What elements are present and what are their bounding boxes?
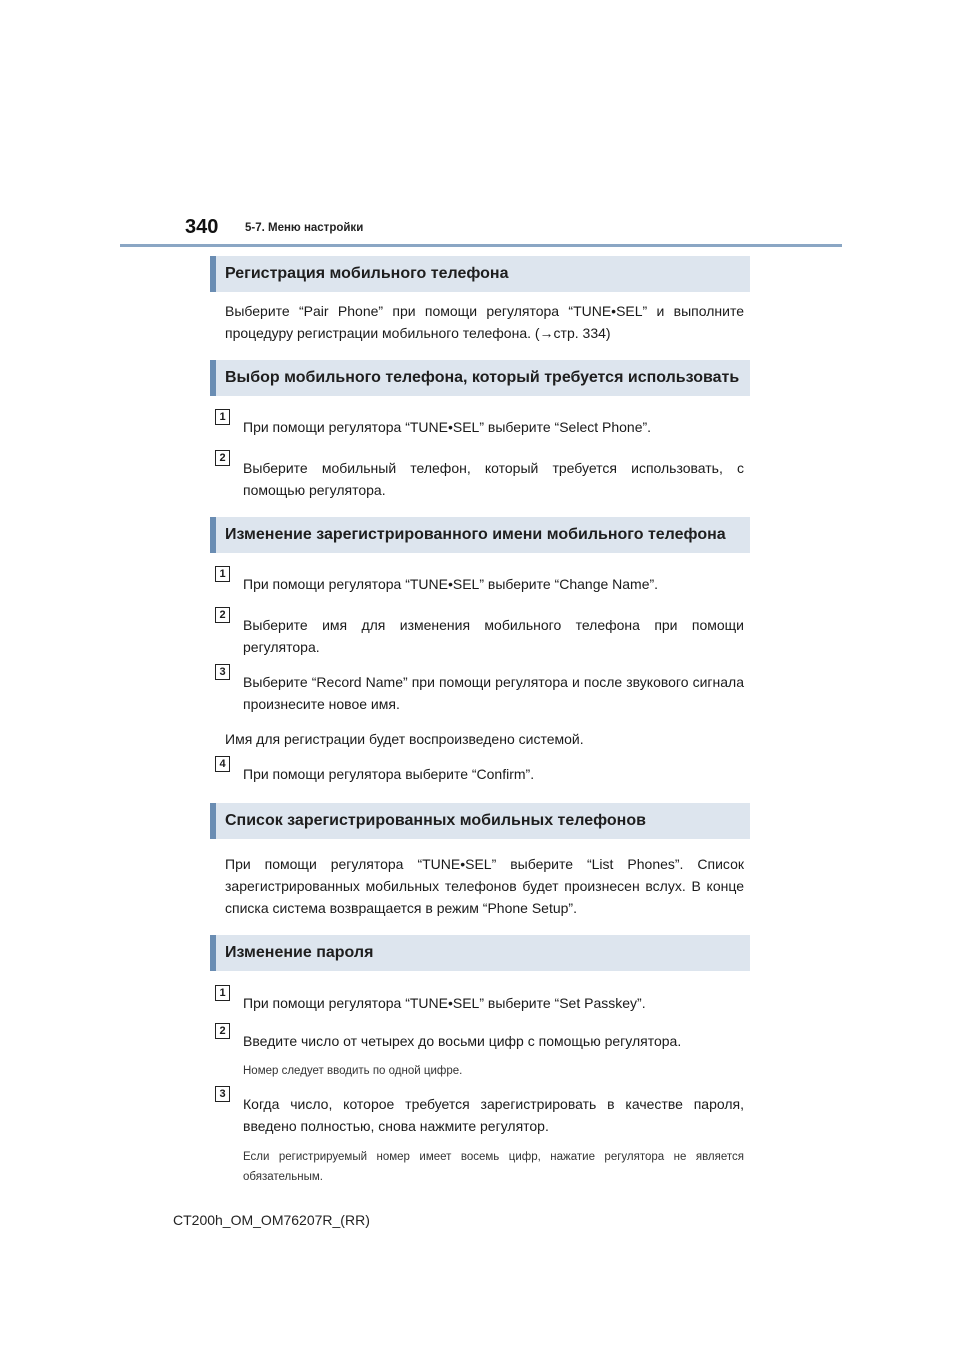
- step-text: Выберите “Record Name” при помощи регулятора и после звукового сигнала произнесите новое имя.: [243, 674, 744, 712]
- step-text: Выберите мобильный телефон, который требуется использовать, с помощью регулятора.: [243, 460, 744, 498]
- section-heading-change-name: Изменение зарегистрированного имени мобильного телефона: [210, 517, 750, 553]
- section-heading-list-phones: Список зарегистрированных мобильных телефонов: [210, 803, 750, 839]
- step-number: 3: [215, 1086, 230, 1102]
- section-heading-pair-phone: Регистрация мобильного телефона: [210, 256, 750, 292]
- step-number: 1: [215, 566, 230, 582]
- step-text: При помощи регулятора “TUNE•SEL” выберите “Change Name”.: [243, 576, 659, 592]
- step-text: Когда число, которое требуется зарегистрировать в качестве пароля, введено полностью, снова нажмите регулятор.: [243, 1096, 744, 1134]
- step-text: Введите число от четырех до восьми цифр с помощью регулятора.: [243, 1033, 682, 1049]
- step-item: [210, 609, 750, 658]
- step-item: [210, 666, 750, 715]
- note-eight-digits: Если регистрируемый номер имеет восемь цифр, нажатие регулятора не является обязательным.: [243, 1151, 744, 1183]
- step-number: 1: [215, 985, 230, 1001]
- note-one-digit: Номер следует вводить по одной цифре.: [243, 1065, 463, 1077]
- step-item: [210, 568, 750, 595]
- step-number: 1: [215, 409, 230, 425]
- step-number: 3: [215, 664, 230, 680]
- step-number: 2: [215, 450, 230, 466]
- step-item: [210, 452, 750, 501]
- step-item: [210, 758, 750, 785]
- section-label: 5-7. Меню настройки: [245, 222, 364, 234]
- paragraph-list-phones: При помощи регулятора “TUNE•SEL” выберите “List Phones”. Список зарегистрированных мобильных телефонов будет произнесен вслух. В конце списка система возвращается в режим “Phone Setup”.: [225, 856, 744, 916]
- step-item: [210, 987, 750, 1014]
- step-item: [210, 1088, 750, 1137]
- step-text: При помощи регулятора “TUNE•SEL” выберите “Set Passkey”.: [243, 995, 646, 1011]
- header-rule: [120, 244, 842, 247]
- step-text: При помощи регулятора выберите “Confirm”.: [243, 766, 535, 782]
- page-number: 340: [185, 216, 219, 238]
- section-heading-select-phone: Выбор мобильного телефона, который требуется использовать: [210, 360, 750, 396]
- step-item: [210, 1025, 750, 1052]
- paragraph-pair-phone: Выберите “Pair Phone” при помощи регулятора “TUNE•SEL” и выполните процедуру регистрации мобильного телефона. (→стр. 334): [225, 303, 744, 341]
- step-number: 2: [215, 607, 230, 623]
- document-code: CT200h_OM_OM76207R_(RR): [173, 1212, 370, 1228]
- section-heading-change-passkey: Изменение пароля: [210, 935, 750, 971]
- paragraph-name-playback: Имя для регистрации будет воспроизведено системой.: [225, 731, 584, 747]
- step-item: [210, 411, 750, 438]
- content: [210, 256, 750, 1187]
- page-header: [185, 216, 845, 246]
- step-number: 4: [215, 756, 230, 772]
- step-number: 2: [215, 1023, 230, 1039]
- step-text: При помощи регулятора “TUNE•SEL” выберите “Select Phone”.: [243, 419, 652, 435]
- step-text: Выберите имя для изменения мобильного телефона при помощи регулятора.: [243, 617, 744, 655]
